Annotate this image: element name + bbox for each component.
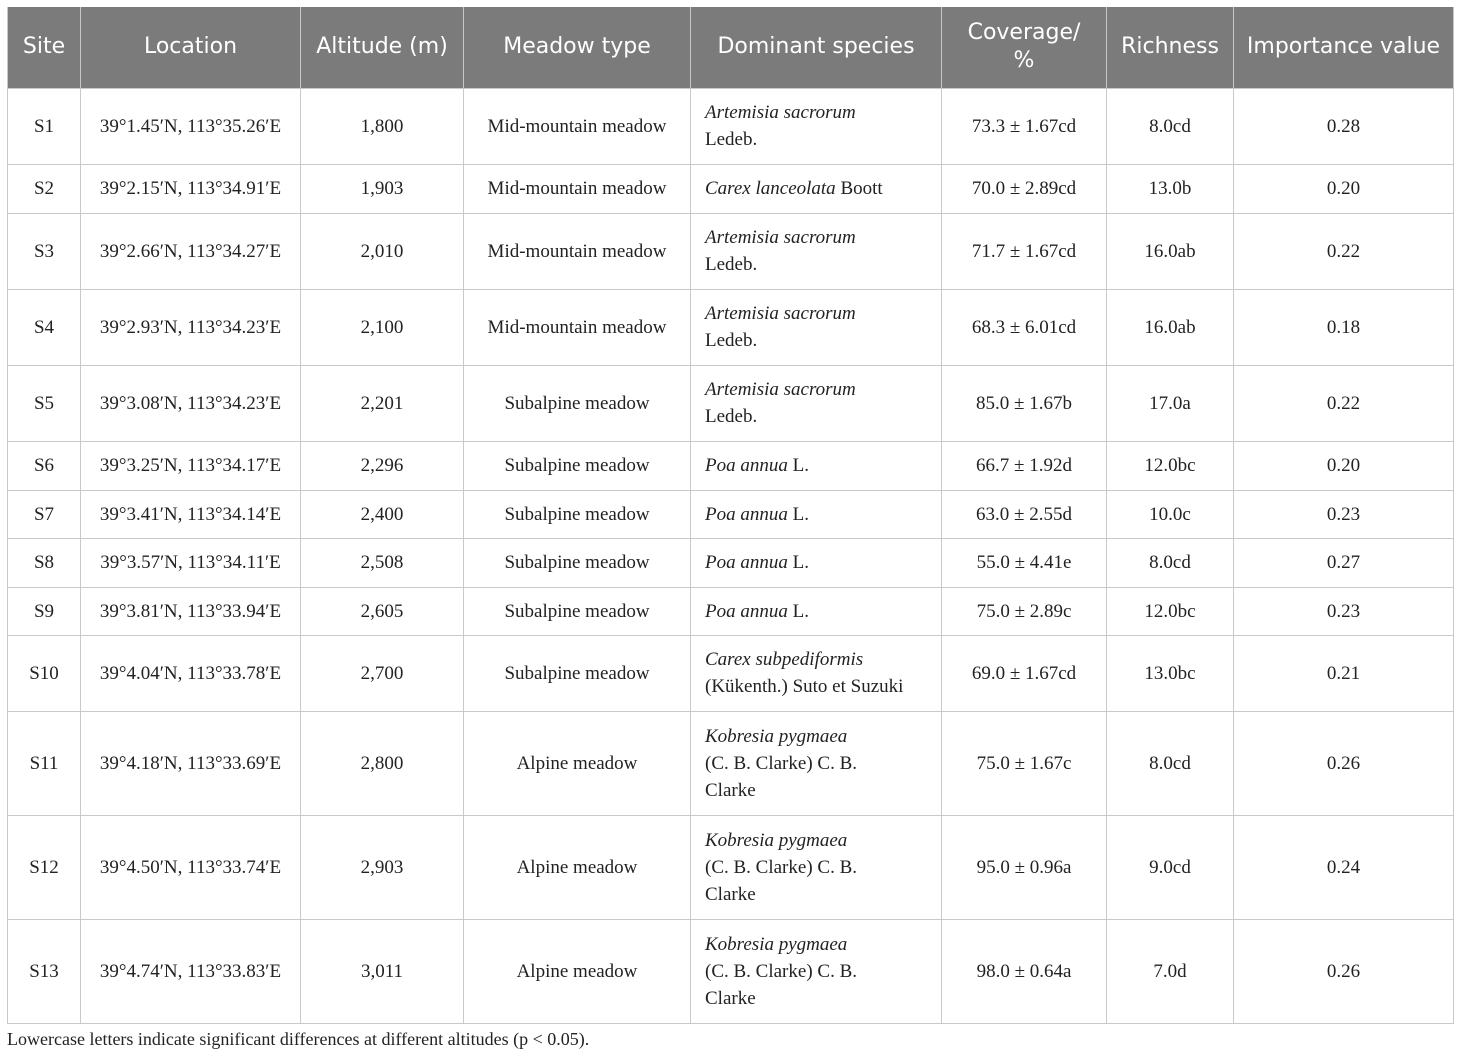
table-body <box>8 88 1454 1023</box>
header-row <box>8 7 1454 88</box>
table-row <box>8 587 1454 635</box>
cell-altitude: 2,100 <box>301 289 464 365</box>
species-authority: Ledeb. <box>705 330 758 351</box>
table-row <box>8 441 1454 490</box>
cell-coverage: 75.0 ± 1.67c <box>942 711 1107 815</box>
cell-site: S12 <box>8 815 81 919</box>
table-row <box>8 365 1454 441</box>
cell-location: 39°2.15′N, 113°34.91′E <box>81 164 301 213</box>
table-row <box>8 538 1454 587</box>
cell-richness: 10.0c <box>1107 490 1234 538</box>
species-authority: (C. B. Clarke) C. B. <box>705 960 857 982</box>
header-altitude: Altitude (m) <box>301 7 464 88</box>
cell-importance-value: 0.28 <box>1234 88 1454 164</box>
cell-coverage: 95.0 ± 0.96a <box>942 815 1107 919</box>
cell-meadow-type: Alpine meadow <box>464 919 691 1023</box>
table-row <box>8 164 1454 213</box>
species-name-italic: Kobresia pygmaea <box>705 829 848 851</box>
cell-richness: 13.0bc <box>1107 635 1234 711</box>
species-authority: L. <box>792 552 809 573</box>
cell-altitude: 2,605 <box>301 587 464 635</box>
cell-dominant-species <box>691 164 942 213</box>
species-name-italic: Carex subpediformis <box>705 649 864 670</box>
cell-dominant-species <box>691 711 942 815</box>
cell-richness: 9.0cd <box>1107 815 1234 919</box>
cell-richness: 16.0ab <box>1107 213 1234 289</box>
table-row <box>8 88 1454 164</box>
cell-importance-value: 0.20 <box>1234 164 1454 213</box>
cell-dominant-species <box>691 490 942 538</box>
species-authority-cont: Clarke <box>705 779 756 801</box>
cell-site: S7 <box>8 490 81 538</box>
cell-dominant-species <box>691 919 942 1023</box>
cell-location: 39°4.18′N, 113°33.69′E <box>81 711 301 815</box>
species-name-italic: Artemisia sacrorum <box>705 303 856 324</box>
header-meadow-type: Meadow type <box>464 7 691 88</box>
site-table <box>7 7 1454 1024</box>
cell-meadow-type: Subalpine meadow <box>464 635 691 711</box>
cell-coverage: 55.0 ± 4.41e <box>942 538 1107 587</box>
cell-meadow-type: Subalpine meadow <box>464 587 691 635</box>
cell-importance-value: 0.22 <box>1234 213 1454 289</box>
cell-richness: 13.0b <box>1107 164 1234 213</box>
cell-location: 39°4.74′N, 113°33.83′E <box>81 919 301 1023</box>
cell-richness: 7.0d <box>1107 919 1234 1023</box>
species-authority: Ledeb. <box>705 129 758 150</box>
cell-importance-value: 0.21 <box>1234 635 1454 711</box>
table-row <box>8 711 1454 815</box>
cell-richness: 8.0cd <box>1107 711 1234 815</box>
species-name-italic: Kobresia pygmaea <box>705 933 848 955</box>
cell-coverage: 68.3 ± 6.01cd <box>942 289 1107 365</box>
species-authority: L. <box>792 600 809 622</box>
cell-altitude: 2,201 <box>301 365 464 441</box>
cell-altitude: 3,011 <box>301 919 464 1023</box>
cell-altitude: 2,903 <box>301 815 464 919</box>
cell-importance-value: 0.18 <box>1234 289 1454 365</box>
cell-altitude: 1,800 <box>301 88 464 164</box>
species-authority: Ledeb. <box>705 254 758 275</box>
cell-dominant-species <box>691 289 942 365</box>
cell-altitude: 2,700 <box>301 635 464 711</box>
cell-importance-value: 0.27 <box>1234 538 1454 587</box>
cell-site: S6 <box>8 441 81 490</box>
cell-meadow-type: Mid-mountain meadow <box>464 289 691 365</box>
cell-location: 39°3.41′N, 113°34.14′E <box>81 490 301 538</box>
cell-altitude: 2,296 <box>301 441 464 490</box>
species-authority: (Kükenth.) Suto et Suzuki <box>705 676 904 697</box>
cell-site: S13 <box>8 919 81 1023</box>
species-authority: Boott <box>840 178 883 199</box>
species-name-italic: Poa annua <box>705 600 788 622</box>
cell-meadow-type: Subalpine meadow <box>464 538 691 587</box>
cell-dominant-species <box>691 365 942 441</box>
cell-meadow-type: Alpine meadow <box>464 815 691 919</box>
table-row <box>8 635 1454 711</box>
cell-richness: 8.0cd <box>1107 88 1234 164</box>
cell-coverage: 75.0 ± 2.89c <box>942 587 1107 635</box>
species-name-italic: Artemisia sacrorum <box>705 102 856 123</box>
species-authority: (C. B. Clarke) C. B. <box>705 752 857 774</box>
header-importance-value: Importance value <box>1234 7 1454 88</box>
species-authority: L. <box>792 503 809 525</box>
cell-location: 39°3.81′N, 113°33.94′E <box>81 587 301 635</box>
cell-importance-value: 0.26 <box>1234 919 1454 1023</box>
cell-richness: 16.0ab <box>1107 289 1234 365</box>
cell-meadow-type: Mid-mountain meadow <box>464 213 691 289</box>
cell-altitude: 2,508 <box>301 538 464 587</box>
cell-coverage: 70.0 ± 2.89cd <box>942 164 1107 213</box>
cell-altitude: 1,903 <box>301 164 464 213</box>
cell-site: S5 <box>8 365 81 441</box>
species-authority: L. <box>792 455 809 476</box>
cell-location: 39°3.25′N, 113°34.17′E <box>81 441 301 490</box>
cell-coverage: 71.7 ± 1.67cd <box>942 213 1107 289</box>
header-coverage <box>942 7 1107 88</box>
cell-location: 39°3.57′N, 113°34.11′E <box>81 538 301 587</box>
cell-importance-value: 0.26 <box>1234 711 1454 815</box>
cell-site: S10 <box>8 635 81 711</box>
cell-dominant-species <box>691 635 942 711</box>
species-name-italic: Kobresia pygmaea <box>705 725 848 747</box>
cell-location: 39°4.04′N, 113°33.78′E <box>81 635 301 711</box>
table-row <box>8 815 1454 919</box>
cell-location: 39°2.66′N, 113°34.27′E <box>81 213 301 289</box>
cell-dominant-species <box>691 441 942 490</box>
cell-altitude: 2,800 <box>301 711 464 815</box>
species-authority-cont: Clarke <box>705 883 756 905</box>
cell-importance-value: 0.22 <box>1234 365 1454 441</box>
cell-site: S2 <box>8 164 81 213</box>
cell-site: S11 <box>8 711 81 815</box>
cell-site: S8 <box>8 538 81 587</box>
cell-location: 39°1.45′N, 113°35.26′E <box>81 88 301 164</box>
cell-site: S4 <box>8 289 81 365</box>
cell-altitude: 2,400 <box>301 490 464 538</box>
cell-site: S3 <box>8 213 81 289</box>
cell-meadow-type: Subalpine meadow <box>464 441 691 490</box>
cell-importance-value: 0.23 <box>1234 490 1454 538</box>
cell-coverage: 73.3 ± 1.67cd <box>942 88 1107 164</box>
cell-dominant-species <box>691 88 942 164</box>
cell-coverage: 85.0 ± 1.67b <box>942 365 1107 441</box>
cell-site: S9 <box>8 587 81 635</box>
species-name-italic: Carex lanceolata <box>705 178 836 199</box>
header-richness: Richness <box>1107 7 1234 88</box>
table-footnote: Lowercase letters indicate significant differences at different altitudes (p < 0.05). <box>7 1029 590 1049</box>
cell-dominant-species <box>691 587 942 635</box>
cell-location: 39°2.93′N, 113°34.23′E <box>81 289 301 365</box>
header-dominant-species: Dominant species <box>691 7 942 88</box>
cell-richness: 8.0cd <box>1107 538 1234 587</box>
species-authority: (C. B. Clarke) C. B. <box>705 856 857 878</box>
cell-meadow-type: Mid-mountain meadow <box>464 164 691 213</box>
species-authority-cont: Clarke <box>705 987 756 1009</box>
cell-coverage: 98.0 ± 0.64a <box>942 919 1107 1023</box>
species-name-italic: Poa annua <box>705 455 788 476</box>
data-table-container <box>7 7 1453 1024</box>
cell-importance-value: 0.23 <box>1234 587 1454 635</box>
cell-location: 39°3.08′N, 113°34.23′E <box>81 365 301 441</box>
cell-altitude: 2,010 <box>301 213 464 289</box>
cell-richness: 17.0a <box>1107 365 1234 441</box>
header-coverage-label: Coverage/ % <box>967 20 1081 74</box>
table-row <box>8 490 1454 538</box>
cell-coverage: 69.0 ± 1.67cd <box>942 635 1107 711</box>
species-name-italic: Artemisia sacrorum <box>705 379 856 400</box>
table-row <box>8 213 1454 289</box>
cell-meadow-type: Subalpine meadow <box>464 365 691 441</box>
cell-richness: 12.0bc <box>1107 441 1234 490</box>
cell-location: 39°4.50′N, 113°33.74′E <box>81 815 301 919</box>
cell-coverage: 66.7 ± 1.92d <box>942 441 1107 490</box>
table-row <box>8 289 1454 365</box>
species-name-italic: Poa annua <box>705 552 788 573</box>
cell-dominant-species <box>691 815 942 919</box>
cell-richness: 12.0bc <box>1107 587 1234 635</box>
cell-importance-value: 0.20 <box>1234 441 1454 490</box>
cell-coverage: 63.0 ± 2.55d <box>942 490 1107 538</box>
cell-site: S1 <box>8 88 81 164</box>
header-site: Site <box>8 7 81 88</box>
cell-meadow-type: Mid-mountain meadow <box>464 88 691 164</box>
species-name-italic: Poa annua <box>705 503 788 525</box>
cell-dominant-species <box>691 213 942 289</box>
cell-dominant-species <box>691 538 942 587</box>
cell-meadow-type: Alpine meadow <box>464 711 691 815</box>
species-authority: Ledeb. <box>705 406 758 427</box>
cell-meadow-type: Subalpine meadow <box>464 490 691 538</box>
cell-importance-value: 0.24 <box>1234 815 1454 919</box>
table-row <box>8 919 1454 1023</box>
header-location: Location <box>81 7 301 88</box>
species-name-italic: Artemisia sacrorum <box>705 227 856 248</box>
